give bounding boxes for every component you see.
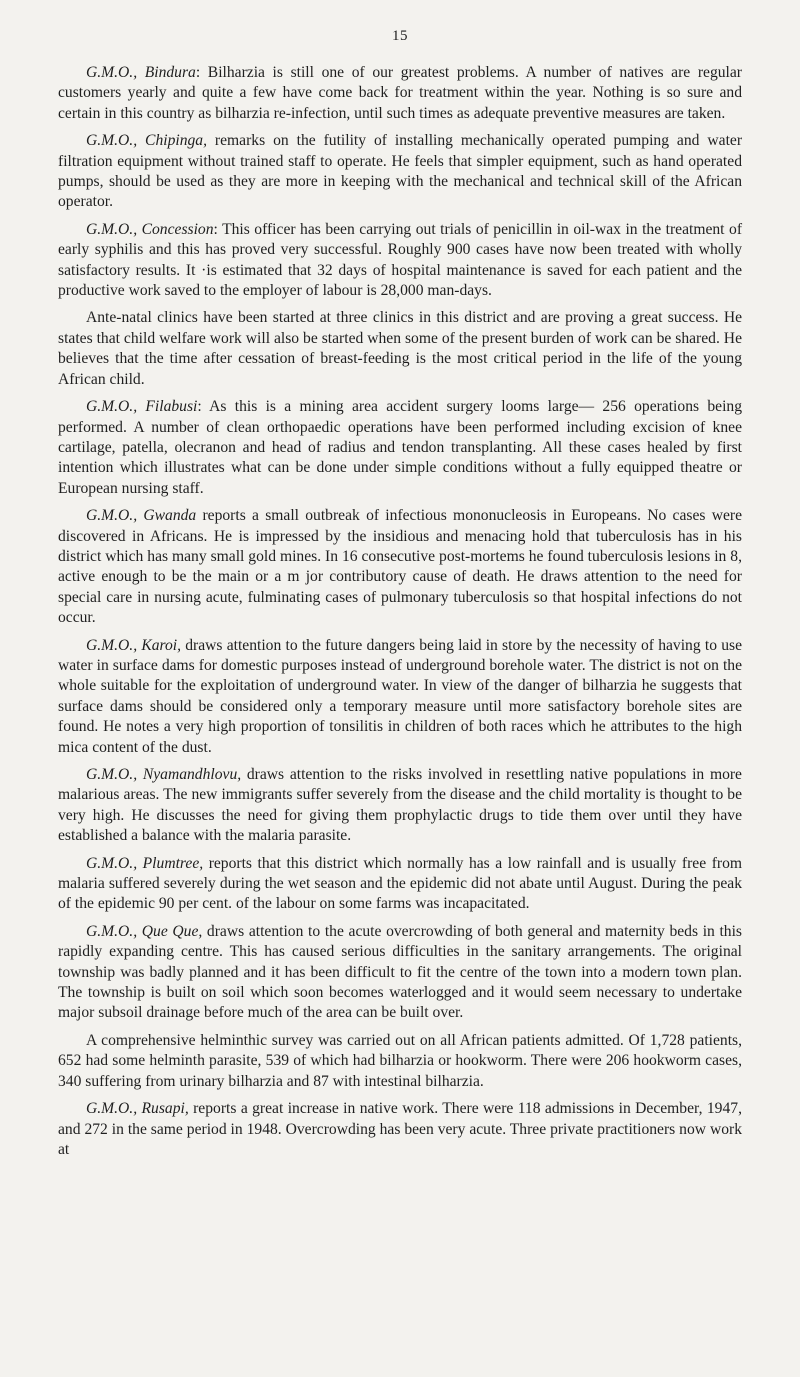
paragraph-text: : As this is a mining area accident surgery looms large— 256 operations being performed. A number of clean orthopaedic operations have been performed including excision of knee cartilage, patella, olecranon and head of radius and tendon transplanting. All these cases healed by first intention which illustrates what can be done under simple conditions without a fully equipped theatre or European nursing staff. [58, 398, 742, 497]
paragraph-text: : This officer has been carrying out trials of penicillin in oil-wax in the treatment of early syphilis and this has proved very successful. Roughly 900 cases have now been treated with wholly satisfactory results. It ·is estimated that 32 days of hospital maintenance is saved for each patient and the productive work saved to the employer of labour is 28,000 man-days. [58, 220, 743, 300]
report-heading: G.M.O., Filabusi [86, 398, 198, 416]
paragraph-text: Ante-natal clinics have been started at three clinics in this district and are proving a great success. He states that child welfare work will also be started when some of the present burden of work can be shared. He believes that the time after cessation of breast-feeding is the most critical period in the life of the young African child. [58, 309, 742, 388]
paragraph-plumtree [58, 854, 742, 915]
paragraph-chipinga [58, 131, 742, 213]
page-number: 15 [392, 28, 408, 44]
paragraph-gwanda [58, 506, 742, 628]
paragraph-filabusi [58, 397, 742, 499]
report-heading: G.M.O., Concession [86, 220, 214, 238]
report-heading: G.M.O., Que Que, [86, 922, 203, 940]
paragraph-text: remarks on the futility of installing mechanically operated pumping and water filtration equipment without trained staff to operate. He feels that simpler equipment, such as hand operated pumps, should be used as they are more in keeping with the mechanical and technical skill of the African operator. [58, 132, 743, 211]
paragraph-text: A comprehensive helminthic survey was carried out on all African patients admitted. Of 1,728 patients, 652 had some helminth parasite, 539 of which had bilharzia or hookworm. There were 206 hookworm cases, 340 suffering from urinary bilharzia and 87 with intestinal bilharzia. [58, 1031, 742, 1090]
report-heading: G.M.O., Nyamandhlovu, [86, 766, 242, 783]
paragraph-bindura [58, 63, 742, 124]
paragraph-text: reports a small outbreak of infectious mononucleosis in Europeans. No cases were discovered in Africans. He is impressed by the insidious and menacing hold that tuberculosis has in his district which has many small gold mines. In 16 consecutive post-mortems he found tuberculosis lesions in 8, active enough to be the main or a m jor contributory cause of death. He draws attention to the need for special care in nursing acute, fulminating cases of pulmonary tuberculosis so that hospital infections do not occur. [58, 507, 742, 627]
report-heading: G.M.O., Plumtree, [86, 854, 204, 872]
paragraph-karoi [58, 636, 742, 758]
report-heading: G.M.O., Rusapi, [86, 1100, 189, 1118]
report-heading: G.M.O., Gwanda [86, 507, 197, 525]
paragraph-text: : Bilharzia is still one of our greatest problems. A number of natives are regular customers yearly and quite a few have come back for treatment within the year. Nothing is so sure and certain in this country as bilharzia re-infection, until such times as adequate preventive measures are taken. [58, 64, 742, 122]
report-heading: G.M.O., Bindura [86, 64, 196, 81]
report-heading: G.M.O., Karoi, [86, 636, 182, 654]
paragraph-concession [58, 220, 742, 302]
paragraph-text: reports that this district which normally has a low rainfall and is usually free from malaria suffered severely during the wet season and the epidemic did not abate until August. During the peak of the epidemic 90 per cent. of the labour on some farms was incapacitated. [58, 854, 742, 913]
paragraph-text: draws attention to the risks involved in resettling native populations in more malarious areas. The new immigrants suffer severely from the disease and the child mortality is thought to be very high. He discusses the need for giving them prophylactic drugs to tide them over until they have established a balance with the malaria parasite. [58, 766, 742, 845]
paragraph-text: reports a great increase in native work. There were 118 admissions in December, 1947, and 272 in the same period in 1948. Overcrowding has been very acute. Three private practitioners now work at [58, 1100, 742, 1158]
paragraph-que-que [58, 922, 742, 1024]
paragraph-text: draws attention to the acute overcrowding of both general and maternity beds in this rapidly expanding centre. This has caused serious difficulties in the sanitary arrangements. The original township was badly planned and it has been difficult to fit the centre of the town into a modern town plan. The township is built on soil which soon becomes waterlogged and it would seem necessary to undertake major subsoil drainage before much of the area can be built over. [58, 922, 743, 1022]
paragraph-helminthic-survey [58, 1031, 742, 1092]
paragraph-rusapi [58, 1099, 742, 1160]
report-heading: G.M.O., Chipinga, [86, 132, 207, 150]
paragraph-nyamandhlovu [58, 765, 742, 847]
paragraph-text: draws attention to the future dangers being laid in store by the necessity of having to use water in surface dams for domestic purposes instead of underground borehole water. The district is not on the whole suitable for the exploitation of underground water. In view of the danger of bilharzia he suggests that surface dams should be considered only a temporary measure until more satisfactory borehole sites are found. He notes a very high proportion of tonsilitis in children of both races which he attributes to the high mica content of the dust. [58, 636, 742, 756]
paragraph-antenatal [58, 308, 742, 390]
